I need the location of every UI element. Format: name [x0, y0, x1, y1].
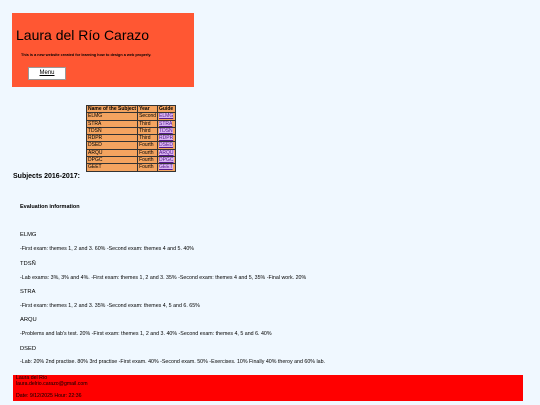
menu-button[interactable]	[28, 67, 66, 80]
evaluation-heading: Evaluation information	[20, 204, 80, 210]
guide-link[interactable]: DPGC	[159, 157, 174, 164]
table-row	[87, 149, 176, 156]
guide-cell	[158, 164, 175, 171]
column-header-subject: Name of the Subject	[88, 106, 137, 112]
evaluation-subject-details: -Lab exams: 3%, 3% and 4%. -First exam: themes 1, 2 and 3. 35% -Second exam: themes 4 and 5, 35% -Final work. 20%	[20, 275, 307, 281]
column-header-guide: Guide	[159, 106, 174, 112]
menu-button-label: Menu	[39, 70, 55, 76]
guide-link[interactable]: RDPR	[159, 135, 174, 142]
footer-name: Laura del Río	[16, 375, 48, 381]
table-row	[87, 142, 176, 149]
table-row	[87, 157, 176, 164]
subject-year-cell: Second	[139, 113, 157, 120]
subject-year-cell: Third	[138, 127, 158, 134]
guide-cell	[158, 127, 175, 134]
guide-link[interactable]: ARQU	[159, 149, 174, 156]
subjects-table	[86, 105, 176, 172]
evaluation-subject-name: DSED	[20, 346, 37, 352]
footer-datetime: Date: 9/12/2025 Hour: 22:36	[16, 393, 82, 399]
guide-link[interactable]: DSED	[159, 142, 173, 149]
evaluation-subject-details: -Lab: 20% 2nd practise. 80% 3rd practise -First exam. 40% -Second exam. 50% -Exercises. 10% Finally 40% theroy and 60% lab.	[20, 359, 326, 365]
table-row	[87, 127, 176, 134]
guide-cell	[158, 113, 175, 120]
guide-cell	[158, 135, 175, 142]
guide-cell	[158, 142, 175, 149]
subjects-heading: Subjects 2016-2017:	[13, 173, 80, 180]
site-footer	[13, 375, 523, 401]
footer-email: laura.delrio.carazo@gmail.com	[16, 381, 88, 387]
evaluation-subject-details: -First exam: themes 1, 2 and 3. 35% -Second exam: themes 4, 5 and 6. 65%	[20, 303, 200, 309]
guide-link[interactable]: TDSÑ	[159, 127, 173, 134]
subject-year-cell: Fourth	[138, 164, 158, 171]
evaluation-subject-details: -First exam: themes 1, 2 and 3. 60% -Second exam: themes 4 and 5. 40%	[20, 246, 195, 252]
table-row	[87, 164, 176, 171]
subject-year-cell: Third	[138, 135, 158, 142]
subject-name-cell: RDPR	[87, 135, 138, 142]
table-row	[87, 120, 176, 127]
subject-name-cell: STRA	[87, 120, 138, 127]
subject-name-cell: ELMG	[87, 113, 138, 120]
column-header-year: Year	[138, 106, 158, 113]
subject-name-cell: DSED	[87, 142, 138, 149]
guide-cell	[158, 157, 175, 164]
guide-cell	[158, 120, 175, 127]
subject-name-cell: ARQU	[87, 149, 138, 156]
subject-name-cell: DPGC	[87, 157, 138, 164]
subject-year-cell: Third	[138, 120, 158, 127]
evaluation-subject-name: TDSÑ	[20, 261, 36, 267]
evaluation-subject-name: ARQU	[20, 317, 37, 323]
table-row	[87, 135, 176, 142]
guide-link[interactable]: STRA	[159, 120, 173, 127]
site-header	[12, 13, 194, 87]
table-header-row	[87, 106, 176, 113]
evaluation-subject-name: ELMG	[20, 232, 37, 238]
table-row	[87, 113, 176, 120]
guide-link[interactable]: GEET	[159, 164, 173, 171]
subject-name-cell: GEET	[87, 164, 138, 171]
evaluation-subject-details: -Problems and lab's test. 20% -First exam: themes 1, 2 and 3. 40% -Second exam: themes 4, 5 and 6. 40%	[20, 331, 272, 337]
subject-year-cell: Fourth	[138, 157, 158, 164]
site-title: Laura del Río Carazo	[16, 27, 150, 43]
subject-year-cell: Fourth	[138, 149, 158, 156]
site-description: This is a new website created for learning how to design a web properly.	[21, 53, 152, 57]
guide-cell	[158, 149, 175, 156]
subject-year-cell: Fourth	[138, 142, 158, 149]
evaluation-subject-name: STRA	[20, 289, 36, 295]
guide-link[interactable]: ELMG	[159, 113, 174, 120]
subject-name-cell: TDSÑ	[87, 127, 138, 134]
